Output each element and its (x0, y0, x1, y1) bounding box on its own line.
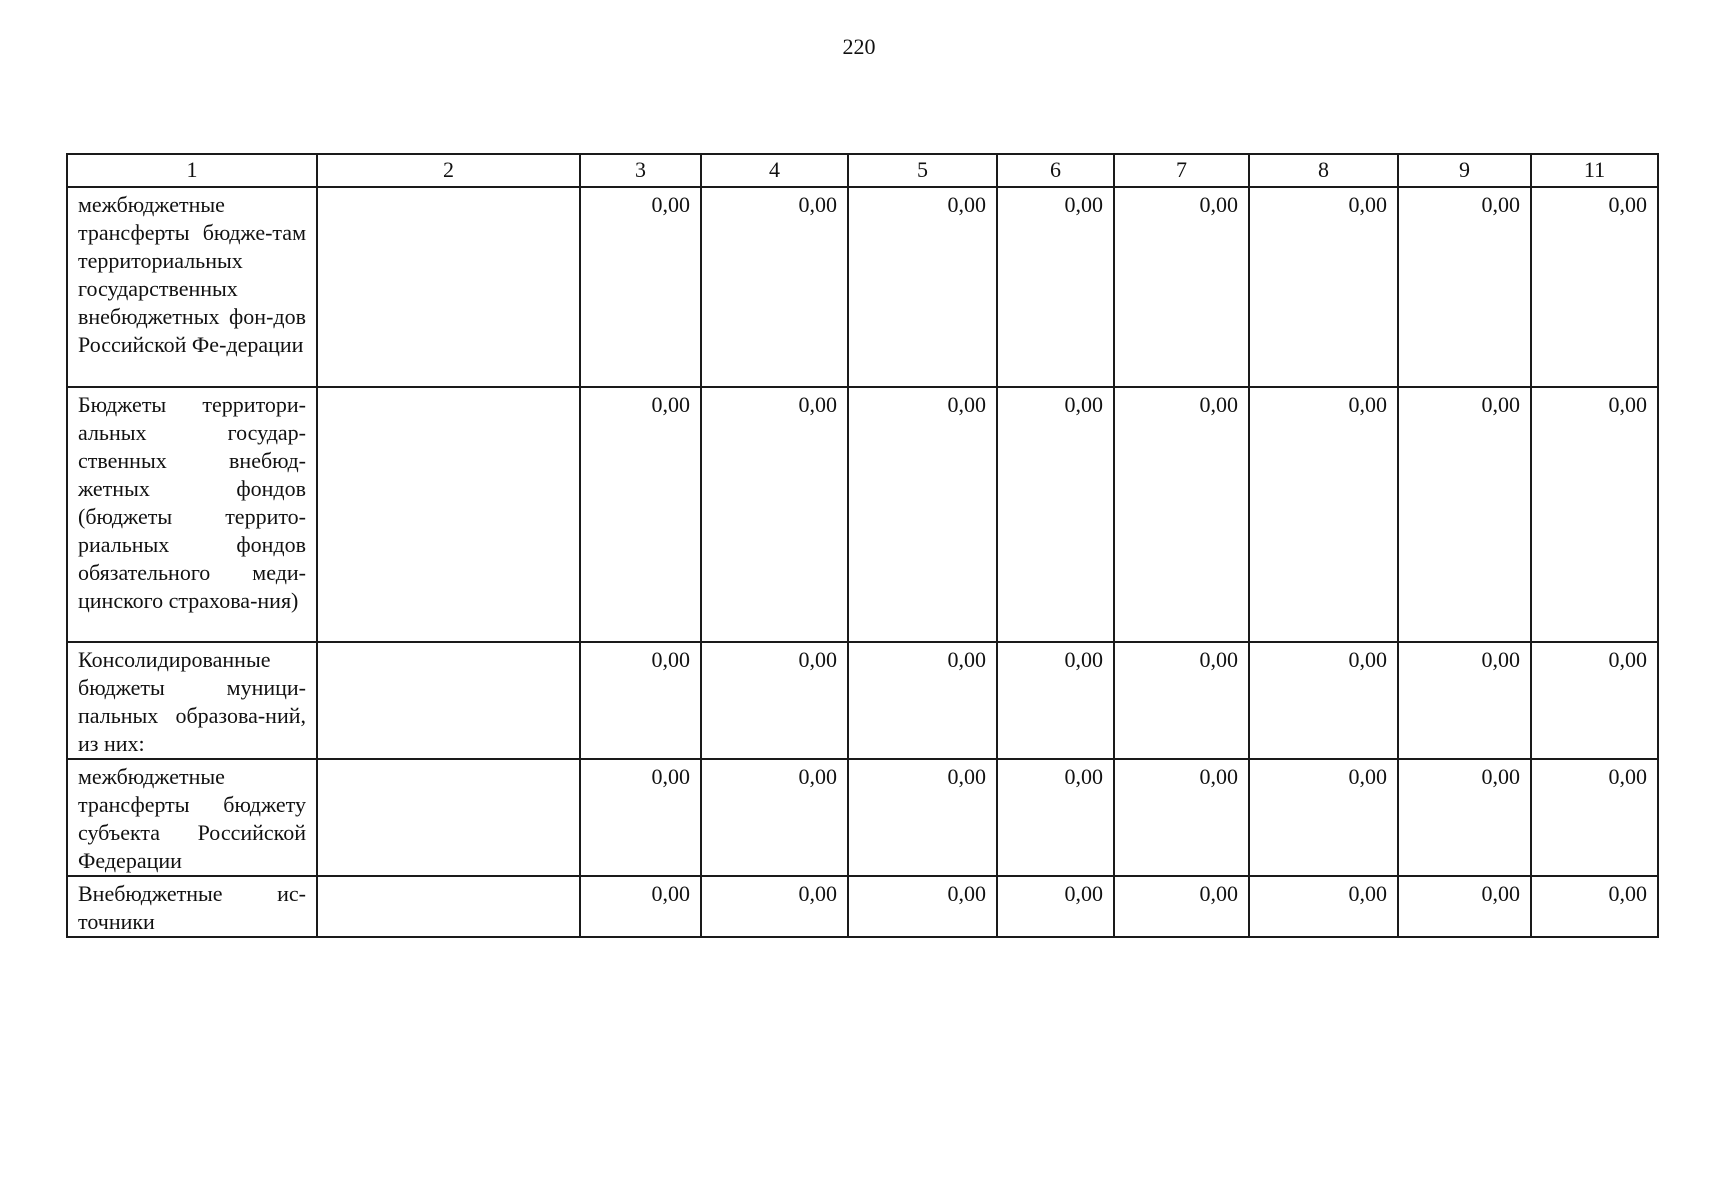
value-cell: 0,00 (701, 876, 848, 937)
value-cell: 0,00 (701, 187, 848, 387)
table-row (67, 876, 1658, 937)
row-name-cell: Бюджеты территори-альных государ-ственных внебюд-жетных фондов (бюджеты террито-риальных фондов обязательного меди-цинского страхова-ния) (67, 387, 317, 642)
column-header: 2 (317, 154, 580, 187)
row-code-cell (317, 642, 580, 759)
row-code-cell (317, 187, 580, 387)
value-cell: 0,00 (1398, 642, 1531, 759)
row-name-cell: межбюджетные трансферты бюджету субъекта Российской Федерации (67, 759, 317, 876)
header-row (67, 154, 1658, 187)
column-header: 3 (580, 154, 701, 187)
value-cell: 0,00 (1531, 387, 1658, 642)
value-cell: 0,00 (580, 387, 701, 642)
row-code-cell (317, 387, 580, 642)
table-row (67, 642, 1658, 759)
value-cell: 0,00 (1531, 876, 1658, 937)
value-cell: 0,00 (580, 876, 701, 937)
value-cell: 0,00 (701, 759, 848, 876)
value-cell: 0,00 (1398, 187, 1531, 387)
value-cell: 0,00 (1114, 759, 1249, 876)
row-name-cell: межбюджетные трансферты бюдже-там территориальных государственных внебюджетных фон-дов Российской Фе-дерации (67, 187, 317, 387)
value-cell: 0,00 (1114, 187, 1249, 387)
value-cell: 0,00 (701, 642, 848, 759)
table-row (67, 187, 1658, 387)
value-cell: 0,00 (848, 387, 997, 642)
value-cell: 0,00 (701, 387, 848, 642)
row-name-cell: Внебюджетные ис-точники (67, 876, 317, 937)
value-cell: 0,00 (848, 642, 997, 759)
page-number: 220 (842, 34, 876, 59)
value-cell: 0,00 (848, 187, 997, 387)
value-cell: 0,00 (997, 387, 1114, 642)
column-header: 7 (1114, 154, 1249, 187)
value-cell: 0,00 (1398, 876, 1531, 937)
value-cell: 0,00 (1249, 187, 1398, 387)
value-cell: 0,00 (580, 187, 701, 387)
table-row (67, 387, 1658, 642)
value-cell: 0,00 (1249, 759, 1398, 876)
column-header: 6 (997, 154, 1114, 187)
value-cell: 0,00 (848, 876, 997, 937)
value-cell: 0,00 (1531, 642, 1658, 759)
value-cell: 0,00 (1249, 387, 1398, 642)
value-cell: 0,00 (1398, 387, 1531, 642)
value-cell: 0,00 (1531, 187, 1658, 387)
row-code-cell (317, 759, 580, 876)
column-header: 4 (701, 154, 848, 187)
column-header: 9 (1398, 154, 1531, 187)
value-cell: 0,00 (580, 642, 701, 759)
budget-table (66, 153, 1659, 938)
row-code-cell (317, 876, 580, 937)
value-cell: 0,00 (997, 759, 1114, 876)
column-header: 8 (1249, 154, 1398, 187)
value-cell: 0,00 (997, 876, 1114, 937)
value-cell: 0,00 (580, 759, 701, 876)
value-cell: 0,00 (997, 187, 1114, 387)
value-cell: 0,00 (848, 759, 997, 876)
value-cell: 0,00 (1249, 876, 1398, 937)
row-name-cell: Консолидированные бюджеты муници-пальных образова-ний, из них: (67, 642, 317, 759)
column-header: 11 (1531, 154, 1658, 187)
value-cell: 0,00 (1531, 759, 1658, 876)
table-row (67, 759, 1658, 876)
value-cell: 0,00 (997, 642, 1114, 759)
value-cell: 0,00 (1114, 876, 1249, 937)
value-cell: 0,00 (1249, 642, 1398, 759)
column-header: 5 (848, 154, 997, 187)
value-cell: 0,00 (1398, 759, 1531, 876)
column-header: 1 (67, 154, 317, 187)
value-cell: 0,00 (1114, 642, 1249, 759)
value-cell: 0,00 (1114, 387, 1249, 642)
